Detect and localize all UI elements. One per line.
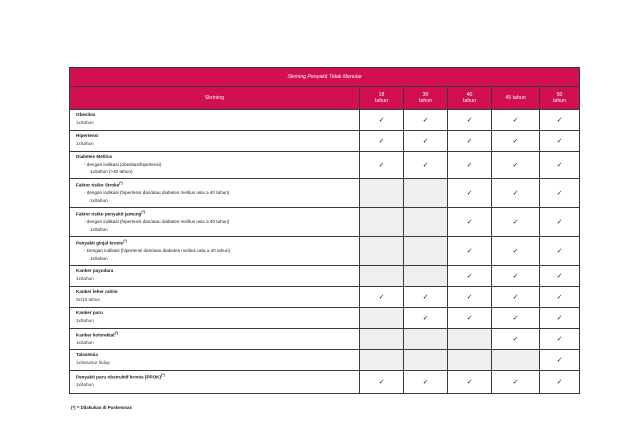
- screening-name: Kanker paru: [76, 310, 103, 315]
- table-row: [70, 237, 580, 266]
- check-icon: ✓: [492, 237, 540, 266]
- footnote-marker: (*): [114, 331, 119, 335]
- screening-detail: 1x/tahun: [90, 197, 108, 203]
- screening-table: [69, 67, 580, 394]
- check-icon: ✓: [360, 152, 404, 179]
- screening-name: Obesitas: [76, 112, 96, 117]
- check-icon: ✓: [448, 208, 492, 237]
- empty-cell: [360, 308, 404, 329]
- table-body: [70, 110, 580, 394]
- screening-detail: - dengan indikasi (obesitas/hipertensi): [84, 161, 162, 167]
- check-icon: ✓: [540, 208, 580, 237]
- check-icon: ✓: [448, 308, 492, 329]
- check-icon: ✓: [492, 179, 540, 208]
- empty-cell: [360, 266, 404, 287]
- check-icon: ✓: [540, 371, 580, 394]
- screening-detail: 1x/tahun (>40 tahun): [90, 169, 133, 175]
- check-icon: ✓: [492, 266, 540, 287]
- check-icon: ✓: [360, 287, 404, 308]
- footnote-marker: (*): [119, 181, 123, 185]
- check-icon: ✓: [492, 329, 540, 350]
- screening-detail: 1x/tahun: [76, 382, 94, 388]
- check-icon: ✓: [492, 308, 540, 329]
- table-row: [70, 179, 580, 208]
- screening-name: Penyakit ginjal kronis: [76, 240, 124, 246]
- empty-cell: [448, 329, 492, 350]
- table-row: [70, 266, 580, 287]
- check-icon: ✓: [540, 179, 580, 208]
- screening-table-wrapper: [69, 67, 579, 394]
- screening-name: Penyakit paru obstruktif kronis (PPOK): [76, 374, 162, 380]
- check-icon: ✓: [492, 208, 540, 237]
- check-icon: ✓: [492, 287, 540, 308]
- screening-detail: - dengan indikasi (hipertensi dan/atau diabetes melitus usia ≥ 40 tahun): [84, 219, 230, 225]
- check-icon: ✓: [448, 266, 492, 287]
- screening-detail: 1x/tahun: [90, 226, 108, 232]
- check-icon: ✓: [540, 350, 580, 371]
- table-row: [70, 329, 580, 350]
- check-icon: ✓: [448, 371, 492, 394]
- empty-cell: [492, 350, 540, 371]
- empty-cell: [360, 329, 404, 350]
- screening-label-cell: [70, 237, 360, 266]
- empty-cell: [360, 208, 404, 237]
- check-icon: ✓: [404, 110, 448, 131]
- footnote-marker: (*): [161, 373, 165, 377]
- header-age-2: 30 tahun: [404, 87, 448, 110]
- screening-detail: 1x/tahun: [76, 275, 94, 281]
- screening-label-cell: [70, 371, 360, 394]
- screening-name: Kanker leher rahim: [76, 289, 118, 294]
- screening-label-cell: [70, 152, 360, 179]
- check-icon: ✓: [448, 179, 492, 208]
- screening-detail: 1x/seumur hidup: [76, 359, 110, 365]
- empty-cell: [404, 329, 448, 350]
- screening-label-cell: [70, 208, 360, 237]
- screening-detail: 1x/tahun: [76, 140, 94, 146]
- screening-name: Kanker kolorektal: [76, 332, 115, 338]
- check-icon: ✓: [404, 152, 448, 179]
- screening-detail: - Dengan indikasi (hipertensi dan/atau diabetes melitus usia ≥ 40 tahun): [84, 248, 231, 254]
- check-icon: ✓: [448, 237, 492, 266]
- screening-label-cell: [70, 266, 360, 287]
- screening-detail: 1x/tahun: [76, 317, 94, 323]
- screening-name: Kanker payudara: [76, 268, 114, 273]
- screening-detail: 3x/10 tahun: [76, 296, 101, 302]
- screening-name: Faktor risiko Stroke: [76, 182, 120, 188]
- screening-label-cell: [70, 179, 360, 208]
- check-icon: ✓: [540, 237, 580, 266]
- check-icon: ✓: [448, 152, 492, 179]
- screening-name: Diabetes Melitus: [76, 154, 113, 159]
- check-icon: ✓: [448, 110, 492, 131]
- header-row: [70, 87, 580, 110]
- table-row: [70, 131, 580, 152]
- footnote: (*) = Dilakukan di Puskesmas: [71, 405, 132, 410]
- check-icon: ✓: [540, 131, 580, 152]
- check-icon: ✓: [360, 131, 404, 152]
- screening-detail: 1x/tahun: [76, 119, 94, 125]
- empty-cell: [404, 179, 448, 208]
- screening-detail: 1x/tahun: [90, 255, 108, 261]
- check-icon: ✓: [404, 308, 448, 329]
- check-icon: ✓: [540, 110, 580, 131]
- screening-label-cell: [70, 131, 360, 152]
- check-icon: ✓: [540, 152, 580, 179]
- empty-cell: [360, 237, 404, 266]
- check-icon: ✓: [360, 371, 404, 394]
- check-icon: ✓: [448, 287, 492, 308]
- header-age-1: 18 tahun: [360, 87, 404, 110]
- table-row: [70, 287, 580, 308]
- table-row: [70, 110, 580, 131]
- footnote-marker: (*): [123, 239, 127, 243]
- table-row: [70, 350, 580, 371]
- check-icon: ✓: [404, 131, 448, 152]
- screening-name: Talasemia: [76, 352, 98, 357]
- screening-label-cell: [70, 110, 360, 131]
- table-row: [70, 371, 580, 394]
- screening-detail: - dengan indikasi (hipertensi dan/atau diabetes melitus usia ≥ 40 tahun): [84, 190, 230, 196]
- header-age-4: 45 tahun: [492, 87, 540, 110]
- footnote-marker: (*): [141, 210, 145, 214]
- table-row: [70, 208, 580, 237]
- empty-cell: [448, 350, 492, 371]
- empty-cell: [404, 350, 448, 371]
- empty-cell: [360, 350, 404, 371]
- check-icon: ✓: [540, 329, 580, 350]
- check-icon: ✓: [540, 287, 580, 308]
- header-age-5: 50 tahun: [540, 87, 580, 110]
- screening-name: Hipertensi: [76, 133, 99, 138]
- empty-cell: [404, 266, 448, 287]
- check-icon: ✓: [492, 371, 540, 394]
- check-icon: ✓: [492, 152, 540, 179]
- empty-cell: [404, 208, 448, 237]
- check-icon: ✓: [448, 131, 492, 152]
- check-icon: ✓: [404, 371, 448, 394]
- header-age-3: 40 tahun: [448, 87, 492, 110]
- table-title: Skrining Penyakit Tidak Menular: [70, 68, 580, 87]
- screening-name: Faktor risiko penyakit jantung: [76, 211, 142, 217]
- header-screening: Skrining: [70, 87, 360, 110]
- check-icon: ✓: [540, 308, 580, 329]
- table-row: [70, 308, 580, 329]
- screening-label-cell: [70, 329, 360, 350]
- check-icon: ✓: [492, 110, 540, 131]
- screening-label-cell: [70, 287, 360, 308]
- check-icon: ✓: [360, 110, 404, 131]
- check-icon: ✓: [404, 287, 448, 308]
- screening-detail: 1x/tahun: [76, 340, 94, 346]
- empty-cell: [404, 237, 448, 266]
- check-icon: ✓: [492, 131, 540, 152]
- table-row: [70, 152, 580, 179]
- check-icon: ✓: [540, 266, 580, 287]
- screening-label-cell: [70, 350, 360, 371]
- empty-cell: [360, 179, 404, 208]
- screening-label-cell: [70, 308, 360, 329]
